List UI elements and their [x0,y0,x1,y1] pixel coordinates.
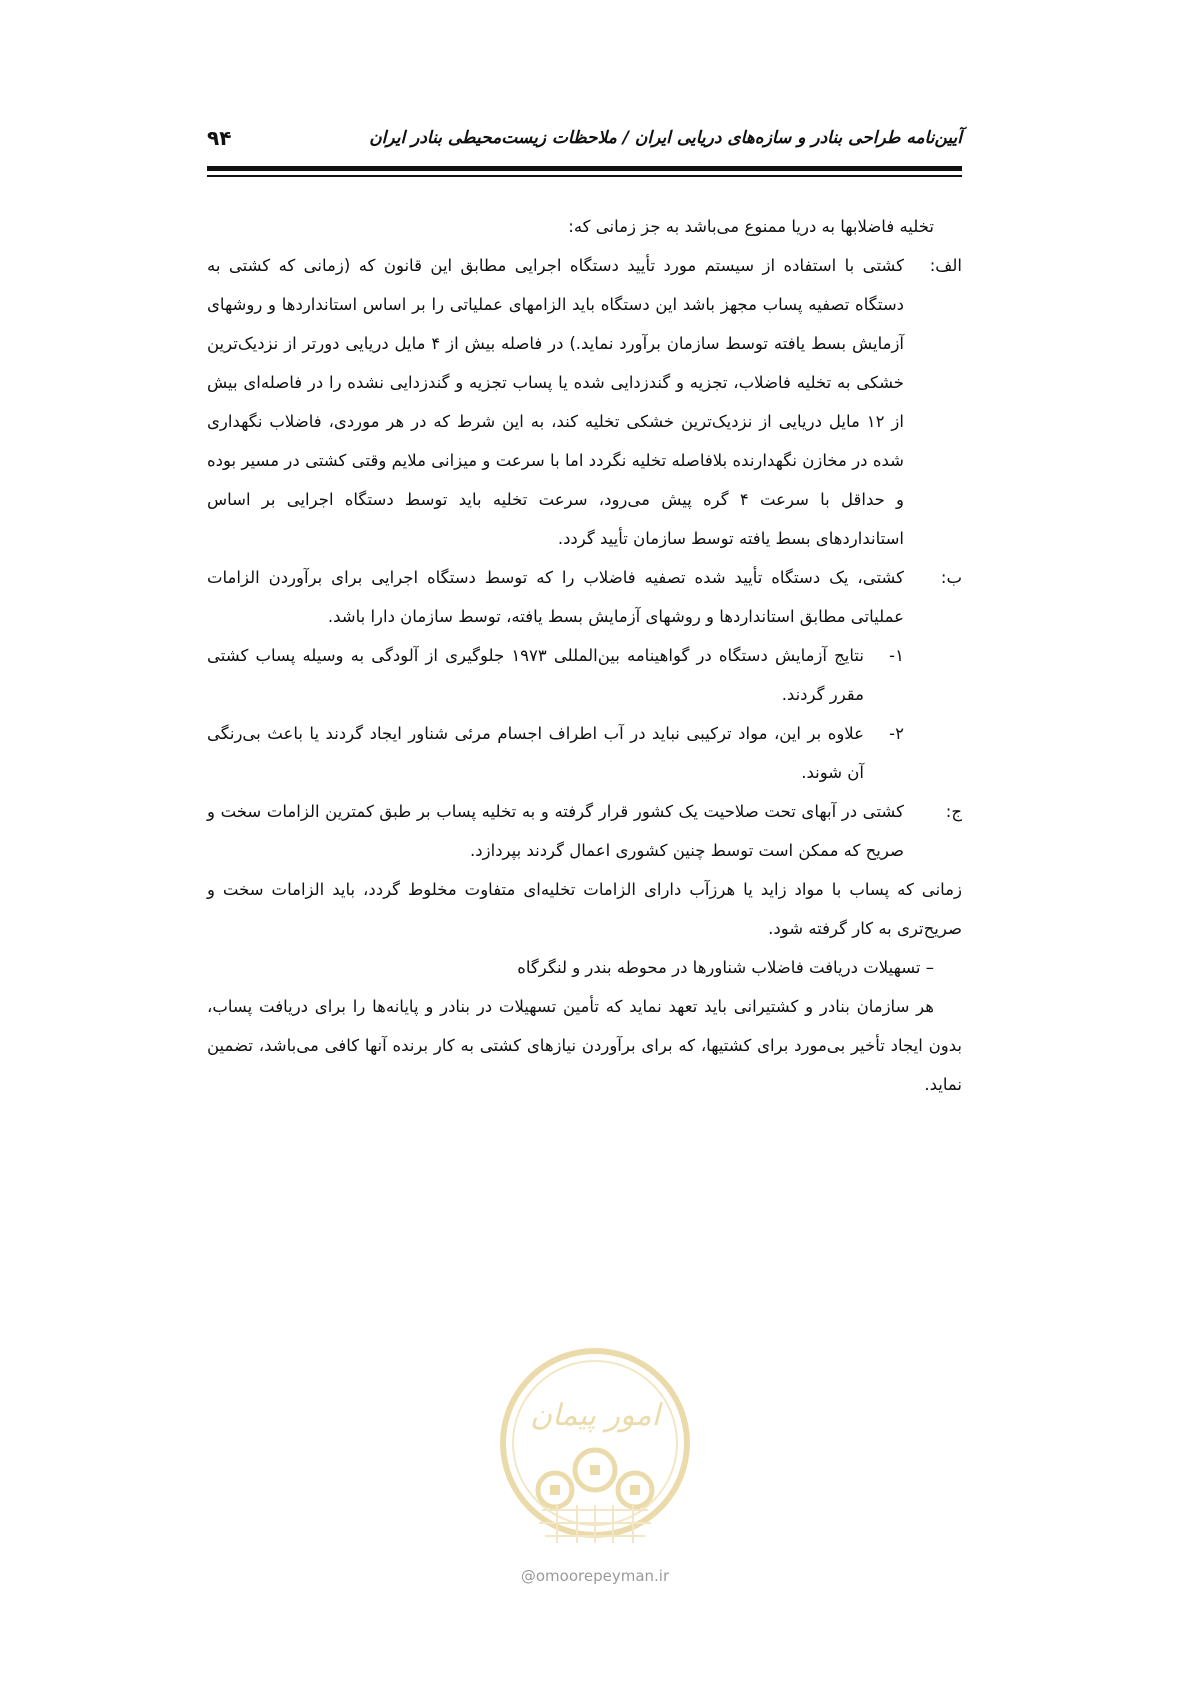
intro-paragraph: تخلیه فاضلابها به دریا ممنوع می‌باشد به جز زمانی که: [568,217,934,236]
header-rule-thin [207,175,962,177]
watermark-site: @omoorepeyman.ir [520,1567,670,1585]
subheading: – تسهیلات دریافت فاضلاب شناورها در محوطه بندر و لنگرگاه [517,958,934,977]
watermark-logo [497,1345,693,1565]
running-title: آیین‌نامه طراحی بنادر و سازه‌های دریایی ایران / ملاحظات زیست‌محیطی بنادر ایران [369,128,962,148]
list-item-a [207,246,962,558]
item-c-continuation: زمانی که پساب با مواد زاید یا هرزآب دارای الزامات تخلیه‌ای متفاوت مخلوط گردد، باید الزامات سخت و صریح‌تری به کار گرفته شود. [207,880,962,938]
item-marker: ج: [945,802,962,821]
item-text: کشتی با استفاده از سیستم مورد تأیید دستگاه اجرایی مطابق این قانون که (زمانی که کشتی به دستگاه تصفیه پساب مجهز باشد این دستگاه باید الزامهای عملیاتی را بر اساس استانداردها و روشهای آزمایش بسط یافته توسط سازمان برآورد نماید.) در فاصله بیش از ۴ مایل دریایی دورتر از نزدیک‌ترین خشکی به تخلیه فاضلاب، تجزیه و گندزدایی شده یا پساب تجزیه و گندزدایی نشده را در فاصله‌ای بیش از ۱۲ مایل دریایی از نزدیک‌ترین خشکی تخلیه کند، به این شرط که در هر موردی، فاضلاب نگهداری شده در مخازن نگهدارنده بلافاصله تخلیه نگردد اما با سرعت و میزانی ملایم وقتی کشتی در مسیر بوده و حداقل با سرعت ۴ گره پیش می‌رود، سرعت تخلیه باید توسط دستگاه اجرایی بر اساس استانداردهای بسط یافته توسط سازمان تأیید گردد. [207,256,904,548]
item-text: کشتی، یک دستگاه تأیید شده تصفیه فاضلاب را که توسط دستگاه اجرایی برای برآوردن الزامات عملیاتی مطابق استانداردها و روشهای آزمایش بسط یافته، توسط سازمان دارا باشد. [207,568,904,626]
list-item-b [207,558,962,636]
sub-item-text: نتایج آزمایش دستگاه در گواهینامه بین‌المللی ۱۹۷۳ جلوگیری از آلودگی به وسیله پساب کشتی مقرر گردند. [207,646,864,704]
sub-item-marker: ۲- [889,724,904,743]
watermark-logo-text: امور پیمان [530,1398,660,1433]
page-number: ۹۴ [207,126,232,150]
closing-paragraph: هر سازمان بنادر و کشتیرانی باید تعهد نماید که تأمین تسهیلات در بنادر و پایانه‌ها را برای دریافت پساب، بدون ایجاد تأخیر بی‌مورد برای کشتیها، که برای برآوردن نیازهای کشتی به کار برنده آنها کافی می‌باشد، تضمین نماید. [207,997,962,1094]
list-item-c [207,792,962,870]
item-marker: الف: [929,256,962,275]
sub-item-marker: ۱- [889,646,904,665]
sub-item-1 [207,636,904,714]
sub-item-2 [207,714,904,792]
page-header [207,118,962,158]
header-rule-thick [207,166,962,171]
item-marker: ب: [940,568,962,587]
body-text [207,207,962,1104]
item-text: کشتی در آبهای تحت صلاحیت یک کشور قرار گرفته و به تخلیه پساب بر طبق کمترین الزامات سخت و صریح که ممکن است توسط چنین کشوری اعمال گردند بپردازد. [207,802,904,860]
sub-item-text: علاوه بر این، مواد ترکیبی نباید در آب اطراف اجسام مرئی شناور ایجاد گردند یا باعث بی‌رنگی آن شوند. [207,724,864,782]
